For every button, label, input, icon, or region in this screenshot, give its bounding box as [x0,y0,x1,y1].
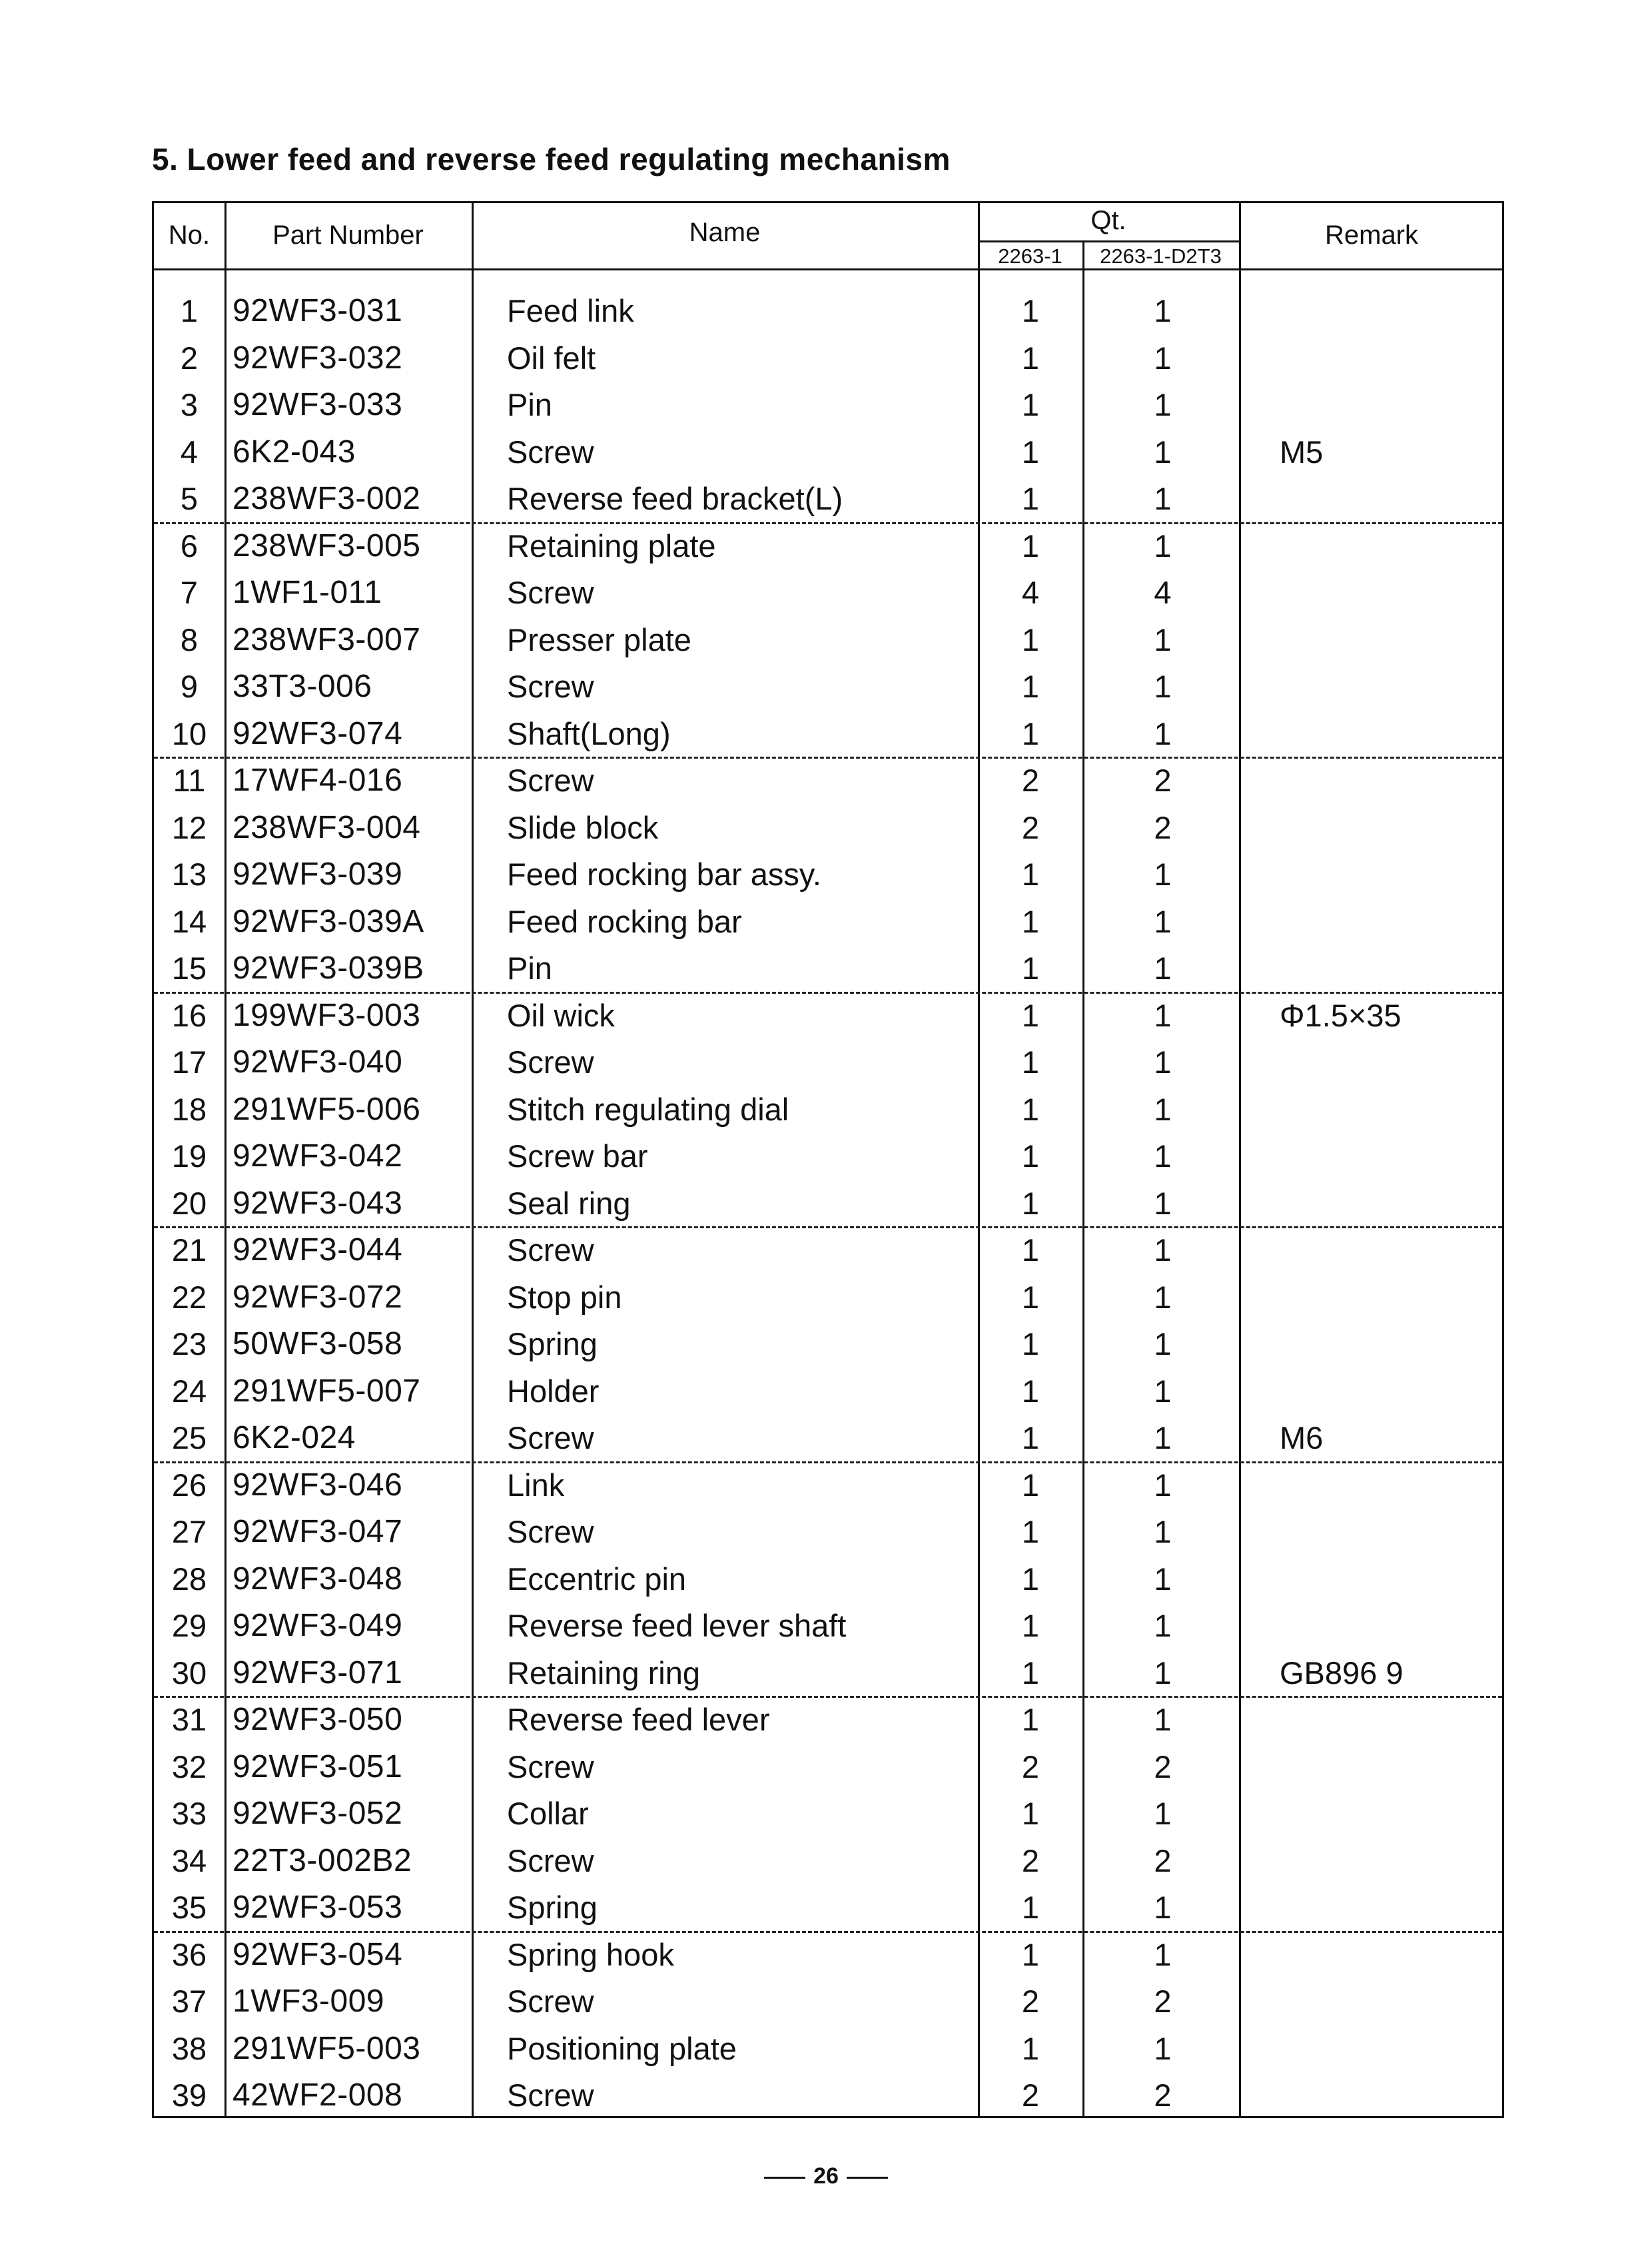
row-number: 39 [171,2077,207,2113]
part-name: Feed rocking bar [507,903,742,939]
qty-2263-1: 2 [1021,809,1040,845]
part-name: Presser plate [507,621,691,657]
remark [1280,1039,1499,1086]
qty-2263-1-d2t3: 1 [1154,715,1172,751]
qty-2263-1-d2t3: 2 [1154,763,1172,798]
row-number: 5 [180,481,199,516]
part-number: 238WF3-007 [232,621,421,657]
remark [1280,663,1499,711]
table-row [154,1227,1502,1274]
qty-2263-1-d2t3: 1 [1154,1890,1172,1925]
table-row [154,851,1502,899]
qty-2263-1-d2t3: 1 [1154,1279,1172,1315]
part-number: 1WF1-011 [232,575,382,610]
part-number: 238WF3-002 [232,481,421,516]
part-number: 291WF5-003 [232,2030,421,2066]
qty-2263-1-d2t3: 1 [1154,387,1172,422]
row-number: 30 [171,1655,207,1690]
part-number: 92WF3-032 [232,340,403,376]
table-row [154,1650,1502,1697]
part-number: 92WF3-072 [232,1279,403,1315]
qty-2263-1: 1 [1021,997,1040,1033]
part-name: Reverse feed lever [507,1702,770,1737]
qty-2263-1: 1 [1021,1936,1040,1972]
qty-2263-1-d2t3: 1 [1154,1467,1172,1503]
table-row [154,1039,1502,1086]
qty-2263-1: 1 [1021,1561,1040,1597]
header-divider [154,268,1502,270]
qty-2263-1: 4 [1021,575,1040,610]
table-row [154,476,1502,523]
row-number: 4 [180,434,199,470]
qty-2263-1: 1 [1021,434,1040,470]
qty-2263-1-d2t3: 2 [1154,2077,1172,2113]
qty-2263-1-d2t3: 1 [1154,621,1172,657]
table-row [154,1180,1502,1228]
row-number: 37 [171,1984,207,2019]
header-qt: Qt. [1090,206,1126,235]
part-name: Screw [507,1420,594,1455]
part-number: 92WF3-050 [232,1702,403,1737]
qty-2263-1: 1 [1021,669,1040,704]
part-number: 238WF3-005 [232,528,421,563]
qty-2263-1-d2t3: 1 [1154,669,1172,704]
table-row [154,429,1502,476]
remark [1280,476,1499,523]
qty-2263-1: 1 [1021,1467,1040,1503]
row-number: 25 [171,1420,207,1455]
row-number: 24 [171,1373,207,1409]
part-name: Screw [507,669,594,704]
part-number: 92WF3-042 [232,1138,403,1174]
remark [1280,757,1499,805]
remark [1280,617,1499,664]
row-number: 11 [173,763,206,798]
table-row [154,335,1502,382]
remark [1280,851,1499,899]
table-row [154,945,1502,992]
qty-2263-1: 2 [1021,1842,1040,1878]
row-number: 6 [180,528,199,563]
header-no: No. [168,220,210,250]
header-remark: Remark [1324,220,1419,250]
table-row [154,1696,1502,1744]
qty-2263-1-d2t3: 1 [1154,1091,1172,1127]
remark [1280,1556,1499,1603]
remark: Φ1.5×35 [1280,997,1402,1033]
remark [1280,1978,1499,2026]
table-row [154,899,1502,946]
qty-2263-1-d2t3: 1 [1154,997,1172,1033]
qty-2263-1-d2t3: 2 [1154,1842,1172,1878]
row-number: 27 [171,1514,207,1549]
row-number: 7 [180,575,199,610]
page-number-dash-left [764,2177,805,2179]
row-number: 29 [171,1608,207,1643]
part-number: 92WF3-039 [232,857,403,892]
table-row [154,1509,1502,1556]
remark [1280,711,1499,758]
part-name: Screw [507,1232,594,1268]
table-row [154,1368,1502,1415]
qty-2263-1-d2t3: 1 [1154,1796,1172,1831]
table-row [154,569,1502,617]
part-name: Oil felt [507,340,596,376]
part-name: Screw [507,1842,594,1878]
part-number: 238WF3-004 [232,809,421,845]
qt-subheader-divider [978,240,1241,242]
table-row [154,1556,1502,1603]
qty-2263-1: 1 [1021,1185,1040,1221]
qty-2263-1-d2t3: 1 [1154,1561,1172,1597]
qty-2263-1: 1 [1021,1608,1040,1643]
part-name: Spring [507,1326,598,1361]
table-row [154,992,1502,1040]
part-name: Screw [507,1044,594,1080]
qty-2263-1-d2t3: 1 [1154,1326,1172,1361]
qty-2263-1-d2t3: 1 [1154,1655,1172,1690]
remark [1280,1884,1499,1932]
part-name: Shaft(Long) [507,715,671,751]
table-row [154,663,1502,711]
table-row [154,617,1502,664]
row-number: 1 [180,293,199,328]
qty-2263-1: 1 [1021,1091,1040,1127]
table-row [154,2072,1502,2119]
part-number: 291WF5-006 [232,1091,421,1127]
header-qt-model-1: 2263-1 [998,244,1062,268]
row-number: 21 [171,1232,207,1268]
qty-2263-1-d2t3: 1 [1154,1373,1172,1409]
qty-2263-1: 2 [1021,1984,1040,2019]
remark [1280,382,1499,429]
table-row [154,523,1502,570]
part-number: 92WF3-033 [232,387,403,422]
part-name: Screw bar [507,1138,648,1174]
qty-2263-1-d2t3: 1 [1154,434,1172,470]
remark [1280,1932,1499,1979]
row-number: 35 [171,1890,207,1925]
row-number: 13 [171,857,207,892]
remark [1280,1368,1499,1415]
part-name: Link [507,1467,565,1503]
remark [1280,1462,1499,1509]
qty-2263-1-d2t3: 4 [1154,575,1172,610]
table-row [154,1744,1502,1791]
remark [1280,805,1499,852]
remark [1280,1227,1499,1274]
qty-2263-1-d2t3: 1 [1154,1138,1172,1174]
row-number: 10 [171,715,207,751]
table-row [154,288,1502,335]
part-name: Feed rocking bar assy. [507,857,821,892]
part-number: 33T3-006 [232,669,372,704]
remark [1280,1509,1499,1556]
remark: M5 [1280,434,1324,470]
row-number: 28 [171,1561,207,1597]
part-number: 92WF3-040 [232,1044,403,1080]
part-name: Seal ring [507,1185,631,1221]
page-number [0,2163,1652,2189]
remark [1280,1838,1499,1885]
qty-2263-1: 1 [1021,387,1040,422]
table-row [154,1133,1502,1180]
qty-2263-1: 1 [1021,1420,1040,1455]
qty-2263-1-d2t3: 1 [1154,950,1172,986]
row-number: 23 [171,1326,207,1361]
part-name: Oil wick [507,997,615,1033]
remark [1280,945,1499,992]
qty-2263-1: 1 [1021,715,1040,751]
table-row [154,1462,1502,1509]
remark [1280,569,1499,617]
remark [1280,2026,1499,2073]
qty-2263-1: 1 [1021,1702,1040,1737]
remark [1280,899,1499,946]
row-number: 36 [171,1936,207,1972]
remark [1280,1603,1499,1650]
part-name: Reverse feed lever shaft [507,1608,847,1643]
row-number: 15 [171,950,207,986]
qty-2263-1: 1 [1021,903,1040,939]
section-title: 5. Lower feed and reverse feed regulating mechanism [152,142,951,177]
qty-2263-1-d2t3: 1 [1154,2030,1172,2066]
row-number: 34 [171,1842,207,1878]
row-number: 20 [171,1185,207,1221]
part-number: 92WF3-053 [232,1890,403,1925]
remark [1280,523,1499,570]
qty-2263-1-d2t3: 1 [1154,857,1172,892]
part-name: Positioning plate [507,2030,737,2066]
part-name: Screw [507,575,594,610]
qty-2263-1: 1 [1021,1514,1040,1549]
part-name: Holder [507,1373,600,1409]
row-number: 16 [171,997,207,1033]
qty-2263-1-d2t3: 1 [1154,1044,1172,1080]
qty-2263-1-d2t3: 1 [1154,1420,1172,1455]
part-number: 92WF3-052 [232,1796,403,1831]
qty-2263-1-d2t3: 1 [1154,1185,1172,1221]
part-name: Screw [507,2077,594,2113]
part-name: Screw [507,1984,594,2019]
part-number: 17WF4-016 [232,763,403,798]
part-number: 92WF3-051 [232,1748,403,1784]
qty-2263-1: 1 [1021,293,1040,328]
row-number: 17 [171,1044,207,1080]
qty-2263-1-d2t3: 1 [1154,1514,1172,1549]
table-row [154,1932,1502,1979]
row-number: 38 [171,2030,207,2066]
qty-2263-1: 1 [1021,528,1040,563]
qty-2263-1-d2t3: 1 [1154,1936,1172,1972]
part-name: Spring hook [507,1936,674,1972]
remark [1280,1180,1499,1228]
table-row [154,382,1502,429]
remark [1280,1133,1499,1180]
row-number: 18 [171,1091,207,1127]
part-name: Feed link [507,293,634,328]
part-number: 92WF3-044 [232,1232,403,1268]
qty-2263-1: 1 [1021,1655,1040,1690]
part-number: 92WF3-046 [232,1467,403,1503]
remark [1280,1696,1499,1744]
table-row [154,1415,1502,1462]
part-number: 92WF3-071 [232,1655,403,1690]
part-number: 92WF3-039B [232,950,424,986]
header-part-number: Part Number [272,220,424,250]
part-number: 199WF3-003 [232,997,421,1033]
qty-2263-1-d2t3: 1 [1154,528,1172,563]
qty-2263-1-d2t3: 2 [1154,1984,1172,2019]
part-name: Collar [507,1796,589,1831]
header-name: Name [689,218,761,247]
page-number-dash-right [847,2177,888,2179]
qty-2263-1-d2t3: 1 [1154,903,1172,939]
qty-2263-1-d2t3: 2 [1154,809,1172,845]
qty-2263-1-d2t3: 1 [1154,340,1172,376]
table-row [154,757,1502,805]
table-row [154,2026,1502,2073]
qty-2263-1: 1 [1021,1044,1040,1080]
row-number: 3 [180,387,199,422]
part-number: 92WF3-074 [232,715,403,751]
qty-2263-1: 1 [1021,2030,1040,2066]
remark [1280,1744,1499,1791]
qty-2263-1-d2t3: 1 [1154,293,1172,328]
remark [1280,1274,1499,1321]
part-name: Stop pin [507,1279,622,1315]
part-number: 92WF3-047 [232,1514,403,1549]
part-name: Screw [507,1748,594,1784]
qty-2263-1: 2 [1021,763,1040,798]
qty-2263-1: 1 [1021,1279,1040,1315]
qty-2263-1: 2 [1021,2077,1040,2113]
row-number: 14 [171,903,207,939]
part-number: 92WF3-054 [232,1936,403,1972]
part-number: 92WF3-048 [232,1561,403,1597]
remark [1280,2072,1499,2119]
part-number: 42WF2-008 [232,2077,403,2113]
part-name: Stitch regulating dial [507,1091,789,1127]
part-name: Slide block [507,809,659,845]
qty-2263-1: 1 [1021,1232,1040,1268]
remark [1280,1086,1499,1134]
table-row [154,1274,1502,1321]
part-number: 50WF3-058 [232,1326,403,1361]
part-number: 92WF3-043 [232,1185,403,1221]
part-name: Retaining ring [507,1655,701,1690]
table-row [154,1321,1502,1368]
remark [1280,288,1499,335]
parts-table [152,201,1504,2118]
qty-2263-1: 1 [1021,1138,1040,1174]
part-name: Reverse feed bracket(L) [507,481,843,516]
part-name: Screw [507,763,594,798]
qty-2263-1: 2 [1021,1748,1040,1784]
part-number: 92WF3-049 [232,1608,403,1643]
part-name: Pin [507,950,552,986]
part-number: 92WF3-031 [232,293,403,328]
table-row [154,805,1502,852]
row-number: 33 [171,1796,207,1831]
qty-2263-1: 1 [1021,1796,1040,1831]
row-number: 9 [180,669,199,704]
part-name: Retaining plate [507,528,716,563]
part-number: 92WF3-039A [232,903,424,939]
qty-2263-1: 1 [1021,481,1040,516]
part-number: 291WF5-007 [232,1373,421,1409]
qty-2263-1-d2t3: 1 [1154,481,1172,516]
qty-2263-1: 1 [1021,1326,1040,1361]
qty-2263-1: 1 [1021,950,1040,986]
table-row [154,1603,1502,1650]
part-name: Screw [507,1514,594,1549]
row-number: 2 [180,340,199,376]
table-row [154,1790,1502,1838]
row-number: 22 [171,1279,207,1315]
qty-2263-1-d2t3: 2 [1154,1748,1172,1784]
qty-2263-1: 1 [1021,857,1040,892]
table-row [154,711,1502,758]
part-name: Spring [507,1890,598,1925]
remark [1280,335,1499,382]
remark [1280,1790,1499,1838]
remark: M6 [1280,1420,1324,1455]
qty-2263-1: 1 [1021,621,1040,657]
part-number: 22T3-002B2 [232,1842,412,1878]
part-number: 1WF3-009 [232,1984,385,2019]
row-number: 12 [171,809,207,845]
table-row [154,1086,1502,1134]
qty-2263-1: 1 [1021,1890,1040,1925]
header-qt-model-2: 2263-1-D2T3 [1100,244,1222,268]
table-row [154,1838,1502,1885]
page-number-text: 26 [813,2163,839,2189]
table-row [154,1884,1502,1932]
part-name: Eccentric pin [507,1561,687,1597]
part-number: 6K2-043 [232,434,356,470]
row-number: 32 [171,1748,207,1784]
row-number: 31 [171,1702,207,1737]
qty-2263-1-d2t3: 1 [1154,1608,1172,1643]
row-number: 19 [171,1138,207,1174]
part-name: Pin [507,387,552,422]
qty-2263-1: 1 [1021,340,1040,376]
part-number: 6K2-024 [232,1420,356,1455]
table-row [154,1978,1502,2026]
remark [1280,1321,1499,1368]
qty-2263-1-d2t3: 1 [1154,1232,1172,1268]
row-number: 8 [180,621,199,657]
qty-2263-1-d2t3: 1 [1154,1702,1172,1737]
row-number: 26 [171,1467,207,1503]
qty-2263-1: 1 [1021,1373,1040,1409]
part-name: Screw [507,434,594,470]
remark: GB896 9 [1280,1655,1404,1690]
